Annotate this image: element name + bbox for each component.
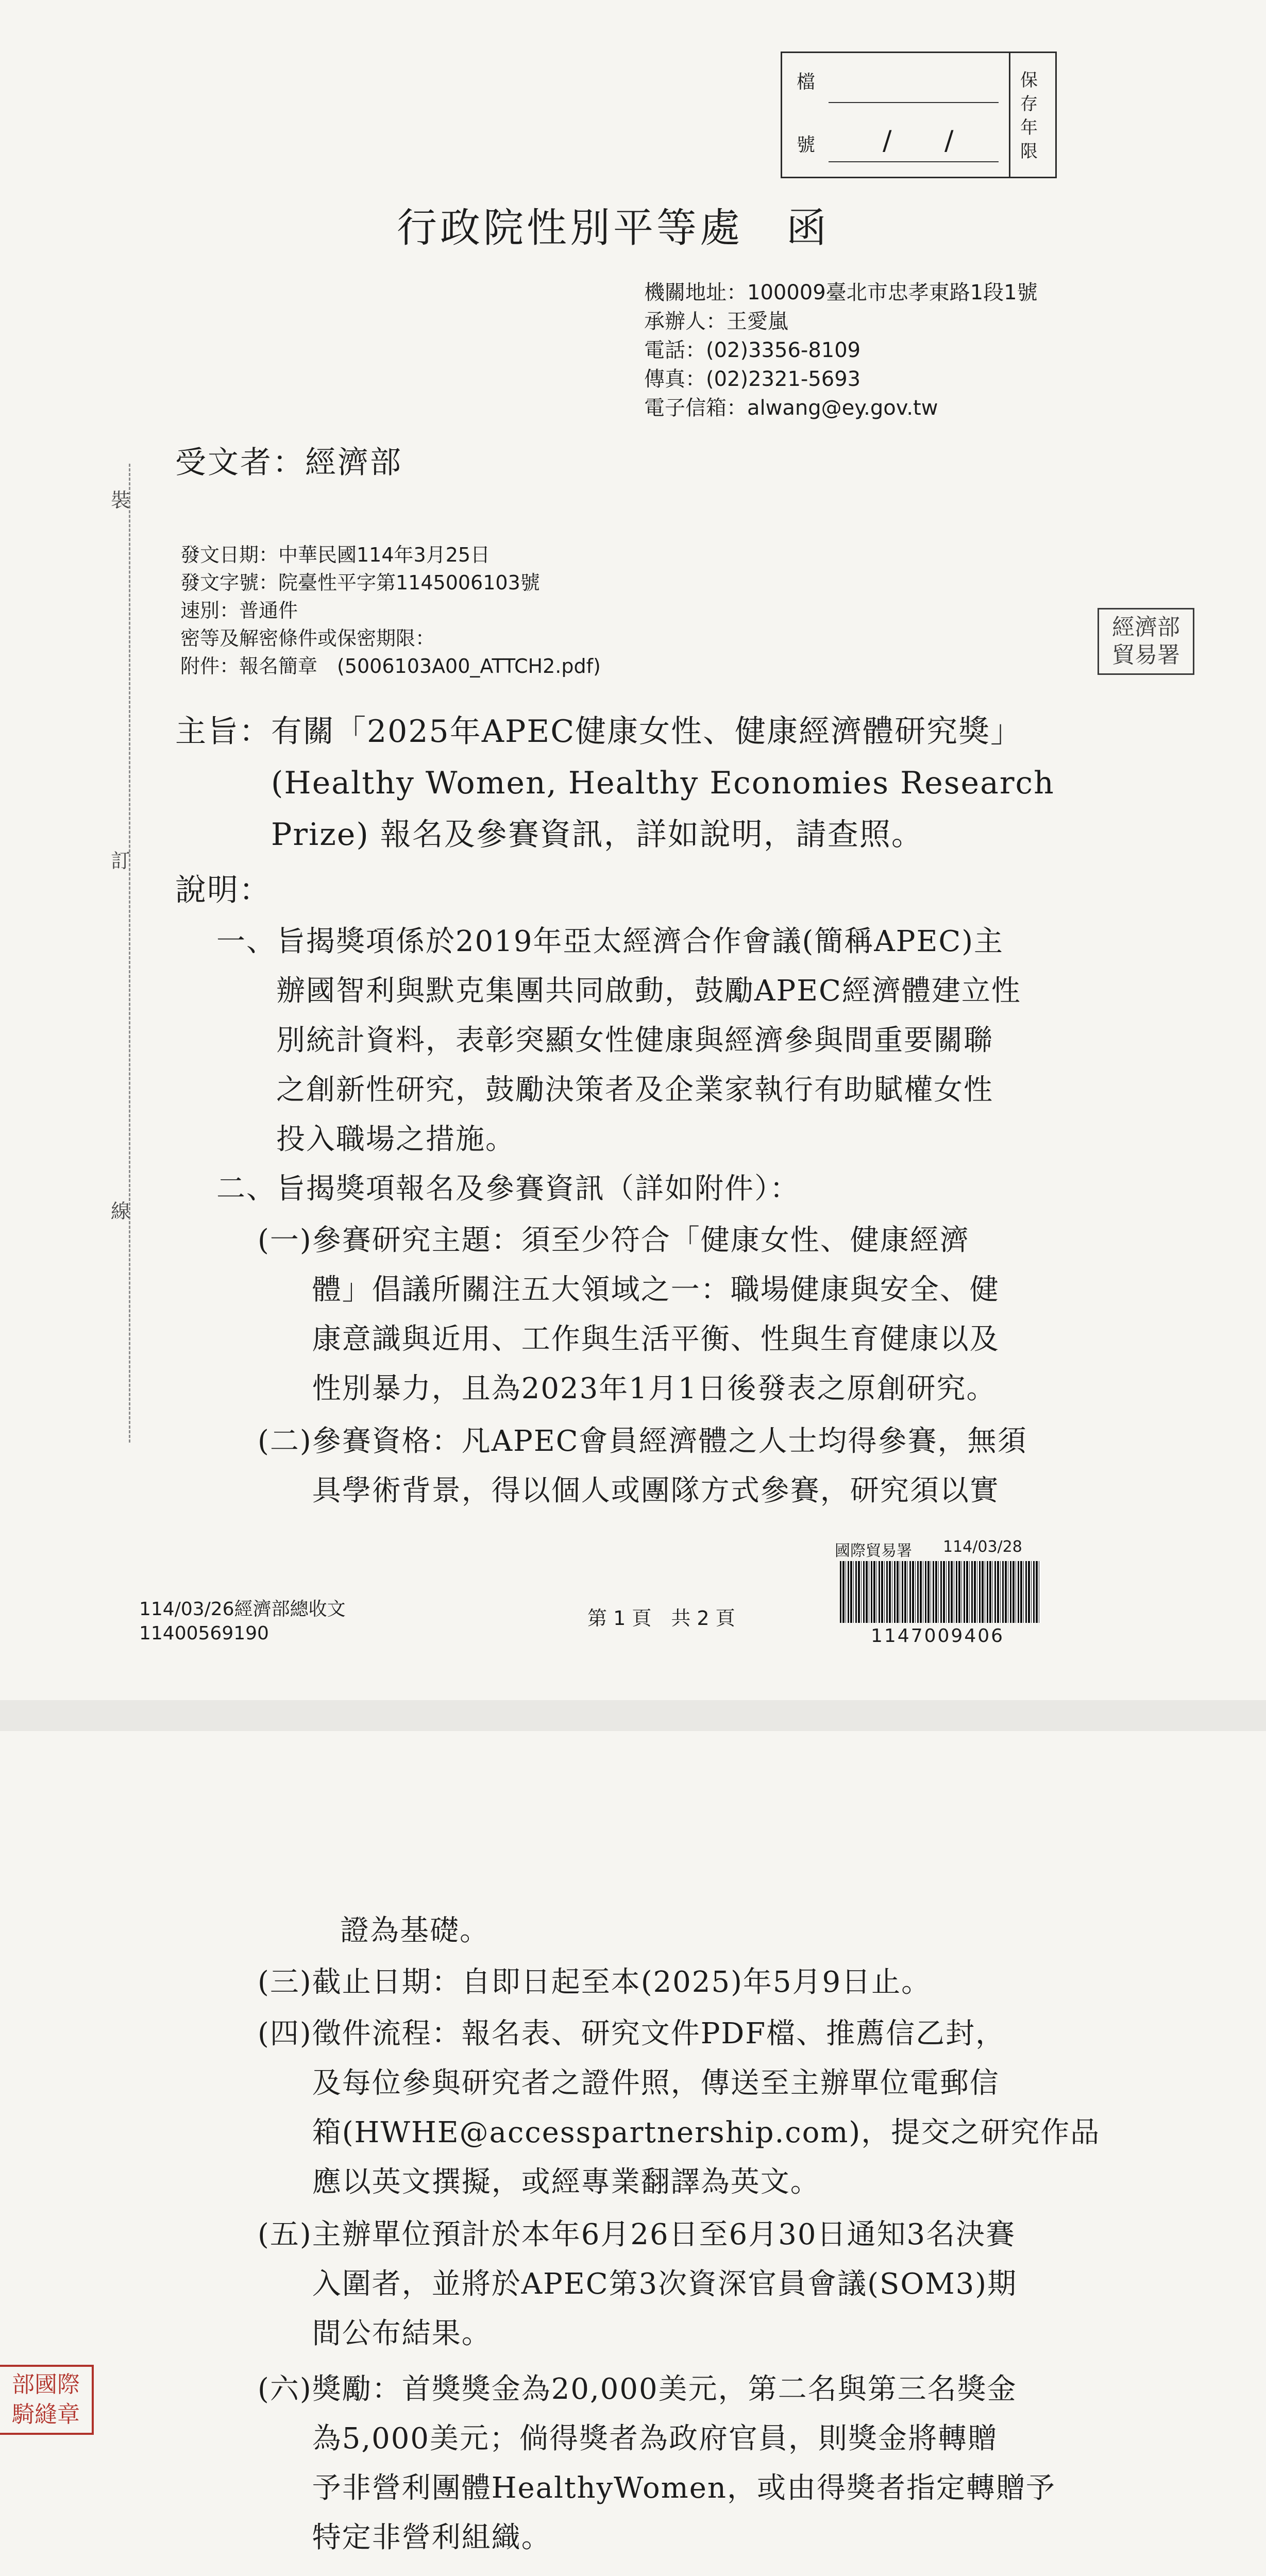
recipient: 受文者：經濟部 [175, 445, 402, 481]
sub-item-line: 應以英文撰擬，或經專業翻譯為英文。 [312, 2165, 820, 2199]
file-number-label: 檔 [797, 72, 816, 93]
item-line: 旨揭獎項係於2019年亞太經濟合作會議(簡稱APEC)主 [276, 925, 1004, 958]
archive-underline-2 [829, 161, 999, 162]
issue-date: 發文日期：中華民國114年3月25日 [180, 544, 491, 566]
secrecy-level: 密等及解密條件或保密期限： [180, 627, 435, 650]
sub-item-line: 箱(HWHE@accesspartnership.com)，提交之研究作品 [312, 2116, 1101, 2149]
subject [175, 706, 1134, 860]
line-mark: 線 [111, 1200, 131, 1223]
sub-item-line: 間公布結果。 [312, 2317, 492, 2350]
item-line: 旨揭獎項報名及參賽資訊（詳如附件）： [276, 1172, 800, 1206]
item-label: 二、 [216, 1172, 276, 1206]
barcode-number: 1147009406 [871, 1625, 1005, 1647]
sender-email: 電子信箱：alwang@ey.gov.tw [644, 396, 938, 420]
document-page-2 [0, 1731, 1266, 2576]
sub-item-line: 予非營利團體HealthyWomen，或由得獎者指定轉贈予 [312, 2471, 1056, 2505]
subject-line: Prize) 報名及參賽資訊，詳如說明，請查照。 [271, 817, 923, 853]
sender-officer: 承辦人：王愛嵐 [644, 310, 788, 333]
sub-item-label: (四) [258, 2017, 312, 2050]
document-title: 行政院性別平等處 函 [397, 205, 830, 251]
sub-item-label: (三) [258, 1965, 312, 1999]
item-line: 辦國智利與默克集團共同啟動，鼓勵APEC經濟體建立性 [276, 974, 1021, 1008]
sender-address: 機關地址：100009臺北市忠孝東路1段1號 [644, 281, 1038, 304]
slash-mark-2: / [944, 125, 954, 156]
explanation-label: 說明： [175, 872, 271, 908]
sub-item-label: (二) [258, 1425, 312, 1458]
sub-item-1 [258, 1216, 1144, 1414]
sub-item-5 [258, 2210, 1154, 2359]
sub-item-line: 具學術背景，得以個人或團隊方式參賽，研究須以實 [312, 1474, 1000, 1507]
subject-line: (Healthy Women, Healthy Economies Research [271, 765, 1055, 801]
item-label: 一、 [216, 925, 276, 958]
archive-underline [829, 102, 999, 103]
receipt-stamp: 經濟部 貿易署 [1098, 608, 1194, 675]
sub-item-line: 參賽資格：凡APEC會員經濟體之人士均得參賽，無須 [312, 1425, 1027, 1458]
item-line: 之創新性研究，鼓勵決策者及企業家執行有助賦權女性 [276, 1073, 993, 1107]
document-number: 發文字號：院臺性平字第1145006103號 [180, 571, 540, 594]
receipt-date: 114/03/26經濟部總收文 [139, 1599, 346, 1620]
sender-fax: 傳真：(02)2321-5693 [644, 367, 861, 391]
stitch-mark: 訂 [111, 850, 131, 872]
archive-divider [1009, 53, 1010, 177]
slash-mark: / [883, 125, 892, 156]
sub-item-label: (五) [258, 2218, 312, 2251]
sub-item-line: 體」倡議所關注五大領域之一：職場健康與安全、健 [312, 1273, 1000, 1307]
document-meta [180, 541, 601, 680]
explanation-item-1 [216, 917, 1144, 1164]
receipt-number: 11400569190 [139, 1623, 269, 1644]
sub-item-line: 入圍者，並將於APEC第3次資深官員會議(SOM3)期 [312, 2267, 1018, 2301]
item-line: 投入職場之措施。 [276, 1123, 515, 1156]
sub-item-line: 為5,000美元；倘得獎者為政府官員，則獎金將轉贈 [312, 2422, 998, 2455]
sender-phone: 電話：(02)3356-8109 [644, 338, 861, 362]
sub-item-label: (六) [258, 2372, 312, 2406]
bureau-label: 國際貿易署 [835, 1542, 912, 1560]
sub-item-line: 主辦單位預計於本年6月26日至6月30日通知3名決賽 [312, 2218, 1016, 2251]
item-line: 別統計資料，表彰突顯女性健康與經濟參與間重要關聯 [276, 1024, 993, 1057]
subject-label: 主旨： [175, 714, 271, 750]
sub-item-line: 及每位參與研究者之證件照，傳送至主辦單位電郵信 [312, 2066, 1000, 2100]
sub-item-4 [258, 2009, 1154, 2207]
continuation-line: 證為基礎。 [340, 1914, 489, 1947]
barcode [840, 1561, 1041, 1623]
binding-line [129, 464, 130, 1443]
number-label: 號 [797, 134, 816, 156]
explanation-item-3 [216, 2571, 1154, 2576]
sub-item-line: 特定非營利組織。 [312, 2521, 551, 2554]
item-line [276, 2571, 1154, 2576]
attachment: 附件：報名簡章 (5006103A00_ATTCH2.pdf) [180, 655, 601, 677]
sub-item-line: 參賽研究主題：須至少符合「健康女性、健康經濟 [312, 1224, 970, 1257]
sub-item-line: 截止日期：自即日起至本(2025)年5月9日止。 [312, 1965, 932, 1999]
explanation-item-2 [216, 1164, 1144, 1214]
sub-item-label: (一) [258, 1224, 312, 1257]
archive-box [781, 52, 1057, 178]
sub-item-line: 康意識與近用、工作與生活平衡、性與生育健康以及 [312, 1323, 1000, 1356]
retention-label: 保存年限 [1020, 70, 1038, 162]
delivery-speed: 速別：普通件 [180, 599, 298, 622]
sub-item-line: 性別暴力，且為2023年1月1日後發表之原創研究。 [312, 1372, 997, 1405]
item-label [216, 2571, 276, 2576]
binding-mark: 裝 [111, 489, 131, 512]
seam-stamp: 部國際 騎縫章 [0, 2365, 94, 2435]
sub-item-line: 徵件流程：報名表、研究文件PDF檔、推薦信乙封， [312, 2017, 1006, 2050]
page-number: 第 1 頁 共 2 頁 [587, 1607, 735, 1630]
subject-line: 有關「2025年APEC健康女性、健康經濟體研究獎」 [271, 714, 1023, 750]
bureau-date: 114/03/28 [943, 1538, 1022, 1556]
sub-item-2 [258, 1417, 1144, 1516]
sub-item-line: 獎勵：首獎獎金為20,000美元，第二名與第三名獎金 [312, 2372, 1017, 2406]
sender-info [644, 278, 1038, 422]
sub-item-6 [258, 2365, 1154, 2563]
sub-item-3 [258, 1958, 1154, 2007]
